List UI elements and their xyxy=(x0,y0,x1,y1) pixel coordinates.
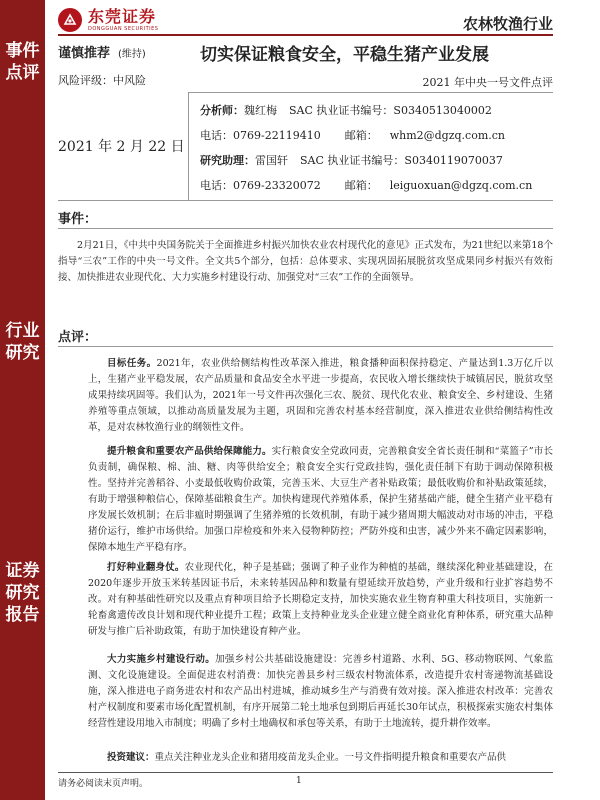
sidebar-label-securities-report: 证券 研究 报告 xyxy=(5,561,40,625)
report-subtitle: 2021 年中央一号文件点评 xyxy=(422,76,553,89)
sidebar-label-event-review: 事件 点评 xyxy=(5,41,40,83)
review-paragraph: 投资建议：重点关注种业龙头企业和猪用疫苗龙头企业。一号文件指明提升粮食和重要农产品供 xyxy=(107,752,507,763)
analyst-name: 魏红梅 xyxy=(244,104,277,117)
company-name-cn: 东莞证券 xyxy=(88,7,157,26)
event-heading: 事件： xyxy=(58,212,98,227)
divider xyxy=(188,92,553,93)
industry-label: 农林牧渔行业 xyxy=(462,15,553,33)
footer-divider xyxy=(58,772,553,773)
analyst-contact: 电话：0769-22119410 邮箱： whm2@dgzq.com.cn xyxy=(200,129,506,142)
divider xyxy=(58,228,553,229)
company-logo xyxy=(58,8,158,32)
company-logo-icon xyxy=(58,8,82,32)
assistant-line: 研究助理：雷国轩 SAC 执业证书编号：S0340119070037 xyxy=(200,154,503,167)
disclaimer-note: 请务必阅读末页声明。 xyxy=(58,779,149,789)
divider xyxy=(58,200,553,201)
page-number: 1 xyxy=(296,776,302,786)
assistant-email[interactable]: leiguoxuan@dgzq.com.cn xyxy=(389,179,533,192)
risk-level: 风险评级：中风险 xyxy=(58,74,146,87)
review-paragraph: 目标任务。2021年，农业供给侧结构性改革深入推进，粮食播种面积保持稳定、产量达到1.3万亿斤以上，生猪产业平稳发展，农产品质量和食品安全水平进一步提高，农民收入增长继续快于城镇居民，脱贫攻坚成果持续巩固等。我们认为，2021年一号文件再次强化三农、脱贫、现代化农业、粮食安全、乡村建设、生猪养殖等重点领域，以推动高质量发展为主题，巩固和完善农村基本经营制度，深入推进农业供给侧结构性改革，是对农林牧渔行业的纲领性文件。 xyxy=(88,358,553,433)
rating-status: (维持) xyxy=(118,49,146,60)
report-date: 2021 年 2 月 22 日 xyxy=(58,139,185,155)
analyst-email[interactable]: whm2@dgzq.com.cn xyxy=(389,129,506,142)
analyst-line: 分析师：魏红梅 SAC 执业证书编号：S0340513040002 xyxy=(200,104,492,117)
sidebar-label-industry-research: 行业 研究 xyxy=(5,321,40,363)
company-name-en: DONGGUAN SECURITIES xyxy=(88,26,159,32)
assistant-phone: 0769-23320072 xyxy=(233,179,321,192)
review-paragraph: 大力实施乡村建设行动。加强乡村公共基础设施建设：完善乡村道路、水利、5G、移动物联网、气象监测、文化设施建设。全面促进农村消费：加快完善县乡村三级农村物流体系，改造提升农村寄递物流基础设施，深入推进电子商务进农村和农产品出村进城，推动城乡生产与消费有效对接。深入推进农村改革：完善农村产权制度和要素市场化配置机制，有序开展第二轮土地承包到期后再延长30年试点，积极探索实施农村集体经营性建设用地入市制度；明确了乡村土地确权和承包等关系，有助于土地流转，提升耕作效率。 xyxy=(88,654,553,729)
analyst-phone: 0769-22119410 xyxy=(233,129,321,142)
review-heading: 点评： xyxy=(58,330,98,345)
rating: 谨慎推荐 (维持) xyxy=(58,46,146,61)
assistant-contact: 电话：0769-23320072 邮箱： leiguoxuan@dgzq.com.cn xyxy=(200,179,533,192)
header-divider xyxy=(58,34,553,36)
review-paragraph: 提升粮食和重要农产品供给保障能力。实行粮食安全党政同责，完善粮食安全省长责任制和“菜篮子”市长负责制，确保粮、棉、油、糖、肉等供给安全；粮食安全实行党政挂钩，强化责任制下有助于调动保障积极性。坚持并完善稻谷、小麦最低收购价政策，完善玉米、大豆生产者补贴政策；最低收购价和补贴政策延续，有助于增强种粮信心，保障基础粮食生产。加快构建现代养殖体系，保护生猪基础产能，健全生猪产业平稳有序发展长效机制；在后非瘟时期强调了生猪养殖的长效机制，有助于减少猪周期大幅波动对市场的冲击，平稳猪价运行，维护市场供给。加强口岸检疫和外来入侵物种防控；严防外疫和虫害，减少外来不确定因素影响，保障本地生产平稳有序。 xyxy=(88,446,553,553)
review-paragraph: 打好种业翻身仗。农业现代化，种子是基础；强调了种子业作为种植的基础，继续深化种业基础建设，在2020年逐步开放玉米转基因证书后，未来转基因品种和数量有望延续开放趋势，产业升级和行业扩容趋势不改。对有种基础性研究以及重点育种项目给予长期稳定支持，加快实施农业生物育种重大科技项目，实施新一轮畜禽遗传改良计划和现代种业提升工程；政策上支持种业龙头企业建立健全商业化育种体系，研究重大品种研发与推广后补助政策，有助于加快建设育种产业。 xyxy=(88,562,553,637)
page-title: 切实保证粮食安全，平稳生猪产业发展 xyxy=(200,45,489,65)
assistant-name: 雷国轩 xyxy=(255,154,288,167)
event-text: 2月21日，《中共中央国务院关于全面推进乡村振兴加快农业农村现代化的意见》正式发布，为21世纪以来第18个指导“三农”工作的中央一号文件。全文共5个部分，包括：总体要求、实现巩固拓展脱贫攻坚成果同乡村振兴有效衔接、加快推进农业现代化、大力实施乡村建设行动、加强党对“三农”工作的全面领导。 xyxy=(58,240,553,283)
vertical-divider xyxy=(188,92,189,200)
sidebar xyxy=(0,0,45,800)
analyst-cert: S0340513040002 xyxy=(393,104,492,117)
divider xyxy=(58,346,553,347)
assistant-cert: S0340119070037 xyxy=(404,154,503,167)
